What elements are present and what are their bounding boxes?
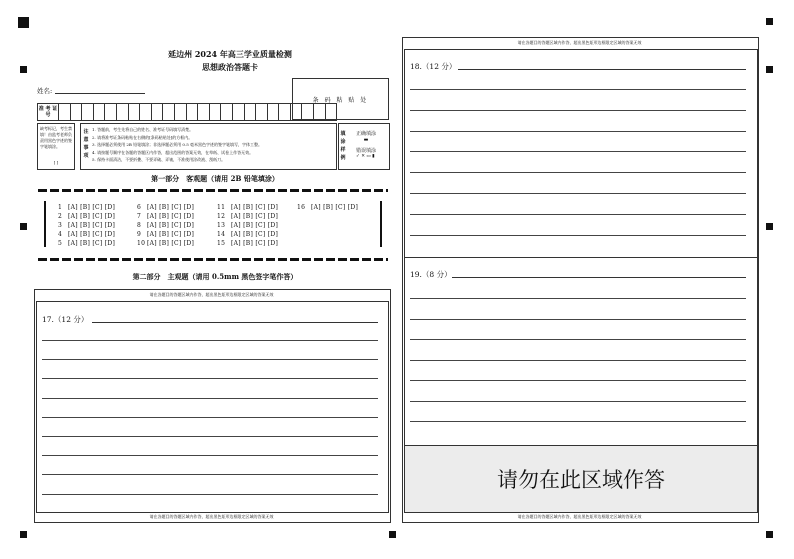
answer-line[interactable]	[410, 193, 746, 194]
timing-mark-left-top	[20, 66, 27, 73]
exam-id-cell[interactable]	[59, 104, 71, 120]
exam-id-cell[interactable]	[326, 104, 337, 120]
answer-line[interactable]	[410, 401, 746, 402]
exam-id-cell[interactable]	[163, 104, 175, 120]
name-field[interactable]	[55, 93, 145, 94]
fill-example-label: 填 涂 样 例	[340, 131, 346, 161]
mc-question[interactable]: 1 [A] [B] [C] [D]	[58, 204, 116, 211]
fill-correct	[356, 130, 376, 143]
answer-line[interactable]	[42, 455, 378, 456]
mc-question[interactable]: 9 [A] [B] [C] [D]	[137, 231, 195, 238]
answer-line[interactable]	[42, 378, 378, 379]
part1-bracket-right	[380, 201, 382, 247]
exam-id-cell[interactable]	[117, 104, 129, 120]
timing-mark-center-top	[389, 531, 396, 538]
timing-mark-right-upper	[766, 66, 773, 73]
mc-question[interactable]: 16 [A] [B] [C] [D]	[297, 204, 359, 211]
exam-id-cell[interactable]	[129, 104, 141, 120]
q19-first-line	[452, 277, 746, 278]
exam-id-cell[interactable]	[291, 104, 303, 120]
part1-title: 第一部分 客观题（请用 2B 铅笔填涂）	[151, 174, 279, 183]
answer-line[interactable]	[410, 172, 746, 173]
exam-id-cell[interactable]	[175, 104, 187, 120]
notes-item: 4. 请按题号顺序在各题的答题区内作答，超出范围的答案无效，在草纸、试卷上作答无效。	[92, 149, 254, 155]
q17-first-line	[92, 322, 378, 323]
q19-label: 19.（8 分）	[410, 270, 452, 279]
exam-id-cell[interactable]	[105, 104, 117, 120]
answer-line[interactable]	[410, 319, 746, 320]
sheet-subtitle: 思想政治答题卡	[202, 62, 258, 72]
mc-question[interactable]: 2 [A] [B] [C] [D]	[58, 213, 116, 220]
barcode-area: 条 码 粘 贴 处	[292, 78, 389, 120]
fill-wrong-marks: ✓ ✕ ▭ ▮	[356, 154, 375, 159]
part1-bracket-left	[44, 201, 46, 247]
answer-line[interactable]	[410, 339, 746, 340]
absent-mark-text: 缺考标记，考生禁填！由监考老师负责用黑色字迹的签字笔填涂。	[40, 126, 72, 149]
answer-line[interactable]	[42, 398, 378, 399]
fill-wrong	[356, 147, 376, 159]
exam-id-label: 准 考 证 号	[38, 106, 58, 118]
notes-list	[92, 126, 332, 164]
exam-id-cell[interactable]	[71, 104, 83, 120]
answer-line[interactable]	[410, 110, 746, 111]
mc-question[interactable]: 10 [A] [B] [C] [D]	[137, 240, 195, 247]
mc-question[interactable]: 4 [A] [B] [C] [D]	[58, 231, 116, 238]
exam-id-cell[interactable]	[245, 104, 257, 120]
q18-first-line	[458, 69, 746, 70]
timing-mark-right-bottom	[766, 531, 773, 538]
exam-id-cell[interactable]	[221, 104, 233, 120]
answer-line[interactable]	[42, 359, 378, 360]
q17-region-notice-top: 请在各题目的答题区域内作答，超出黑色矩形边框限定区域的答案无效	[149, 292, 274, 297]
q19-answer-box[interactable]	[404, 257, 758, 446]
answer-line[interactable]	[42, 417, 378, 418]
q18-label: 18.（12 分）	[410, 62, 457, 71]
no-answer-zone: 请勿在此区域作答	[404, 445, 758, 513]
q17-label: 17.（12 分）	[42, 315, 89, 324]
fill-correct-mark: ▬	[363, 137, 369, 143]
notes-item: 5. 保持卡面清洁，不要折叠、不要弄破、弄皱，不准使用涂改液、刮纸刀。	[92, 157, 226, 162]
exam-id-cell[interactable]	[198, 104, 210, 120]
answer-line[interactable]	[410, 235, 746, 236]
exam-id-cell[interactable]	[314, 104, 326, 120]
answer-line[interactable]	[410, 421, 746, 422]
q18-answer-box[interactable]	[404, 49, 758, 258]
mc-question[interactable]: 13 [A] [B] [C] [D]	[217, 222, 279, 229]
exam-id-cell[interactable]	[140, 104, 152, 120]
answer-line[interactable]	[410, 131, 746, 132]
exam-id-cell[interactable]	[233, 104, 245, 120]
part1-dash-bottom	[38, 258, 388, 261]
exam-id-cell[interactable]	[94, 104, 106, 120]
exam-id-cell[interactable]	[210, 104, 222, 120]
mc-question[interactable]: 7 [A] [B] [C] [D]	[137, 213, 195, 220]
answer-line[interactable]	[410, 298, 746, 299]
answer-line[interactable]	[42, 436, 378, 437]
answer-line[interactable]	[410, 89, 746, 90]
exam-id-box[interactable]	[37, 103, 337, 121]
timing-mark-right-top	[766, 18, 773, 25]
exam-id-cell[interactable]	[152, 104, 164, 120]
mc-question[interactable]: 11 [A] [B] [C] [D]	[217, 204, 279, 211]
notes-label: 注 意 事 项	[83, 129, 89, 159]
fill-correct-label: 正确填涂	[356, 131, 377, 137]
part1-dash-top	[38, 189, 388, 192]
exam-id-cell[interactable]	[279, 104, 291, 120]
corner-mark-top-left	[18, 17, 29, 28]
notes-item: 1. 答题前，考生先将自己的姓名、准考证号码填写清楚。	[92, 127, 194, 132]
notes-item: 2. 请将准考证条码粘贴在右侧的[条码粘贴处]的方框内。	[92, 134, 193, 140]
exam-id-cell[interactable]	[187, 104, 199, 120]
exam-id-cell[interactable]	[268, 104, 280, 120]
answer-line[interactable]	[42, 340, 378, 341]
right-region-notice-bottom: 请在各题目的答题区域内作答，超出黑色矩形边框限定区域的答案无效	[517, 514, 642, 519]
exam-id-cell[interactable]	[82, 104, 94, 120]
mc-question[interactable]: 6 [A] [B] [C] [D]	[137, 204, 195, 211]
name-label: 姓名:	[37, 87, 53, 95]
exam-id-cell[interactable]	[256, 104, 268, 120]
exam-id-cell[interactable]	[302, 104, 314, 120]
absent-mark-checkbox[interactable]: [ ]	[53, 160, 59, 165]
answer-line[interactable]	[42, 494, 378, 495]
mc-question[interactable]: 5 [A] [B] [C] [D]	[58, 240, 116, 247]
mc-question[interactable]: 3 [A] [B] [C] [D]	[58, 222, 116, 229]
fill-wrong-label: 错误填涂	[356, 148, 377, 154]
q17-region-notice-bottom: 请在各题目的答题区域内作答，超出黑色矩形边框限定区域的答案无效	[149, 514, 274, 519]
timing-mark-right-mid	[766, 223, 773, 230]
part2-title: 第二部分 主观题（请用 0.5mm 黑色签字笔作答）	[132, 272, 298, 281]
mc-question[interactable]: 14 [A] [B] [C] [D]	[217, 231, 279, 238]
notes-item: 3. 选择题必须使用 2B 铅笔填涂；非选择题必须用 0.5 毫米黑色字迹的签字笔填写，字体工整。	[92, 142, 263, 147]
sheet-title: 延边州 2024 年高三学业质量检测	[168, 49, 292, 59]
timing-mark-left-bottom	[20, 531, 27, 538]
absent-mark-box	[37, 123, 75, 170]
mc-question[interactable]: 12 [A] [B] [C] [D]	[217, 213, 279, 220]
answer-line[interactable]	[410, 214, 746, 215]
mc-question[interactable]: 15 [A] [B] [C] [D]	[217, 240, 279, 247]
right-region-notice-top: 请在各题目的答题区域内作答，超出黑色矩形边框限定区域的答案无效	[517, 40, 642, 45]
mc-question[interactable]: 8 [A] [B] [C] [D]	[137, 222, 195, 229]
answer-line[interactable]	[410, 360, 746, 361]
q17-inner-box	[36, 301, 389, 513]
answer-line[interactable]	[410, 380, 746, 381]
answer-line[interactable]	[42, 474, 378, 475]
timing-mark-left-mid	[20, 223, 27, 230]
answer-line[interactable]	[410, 151, 746, 152]
